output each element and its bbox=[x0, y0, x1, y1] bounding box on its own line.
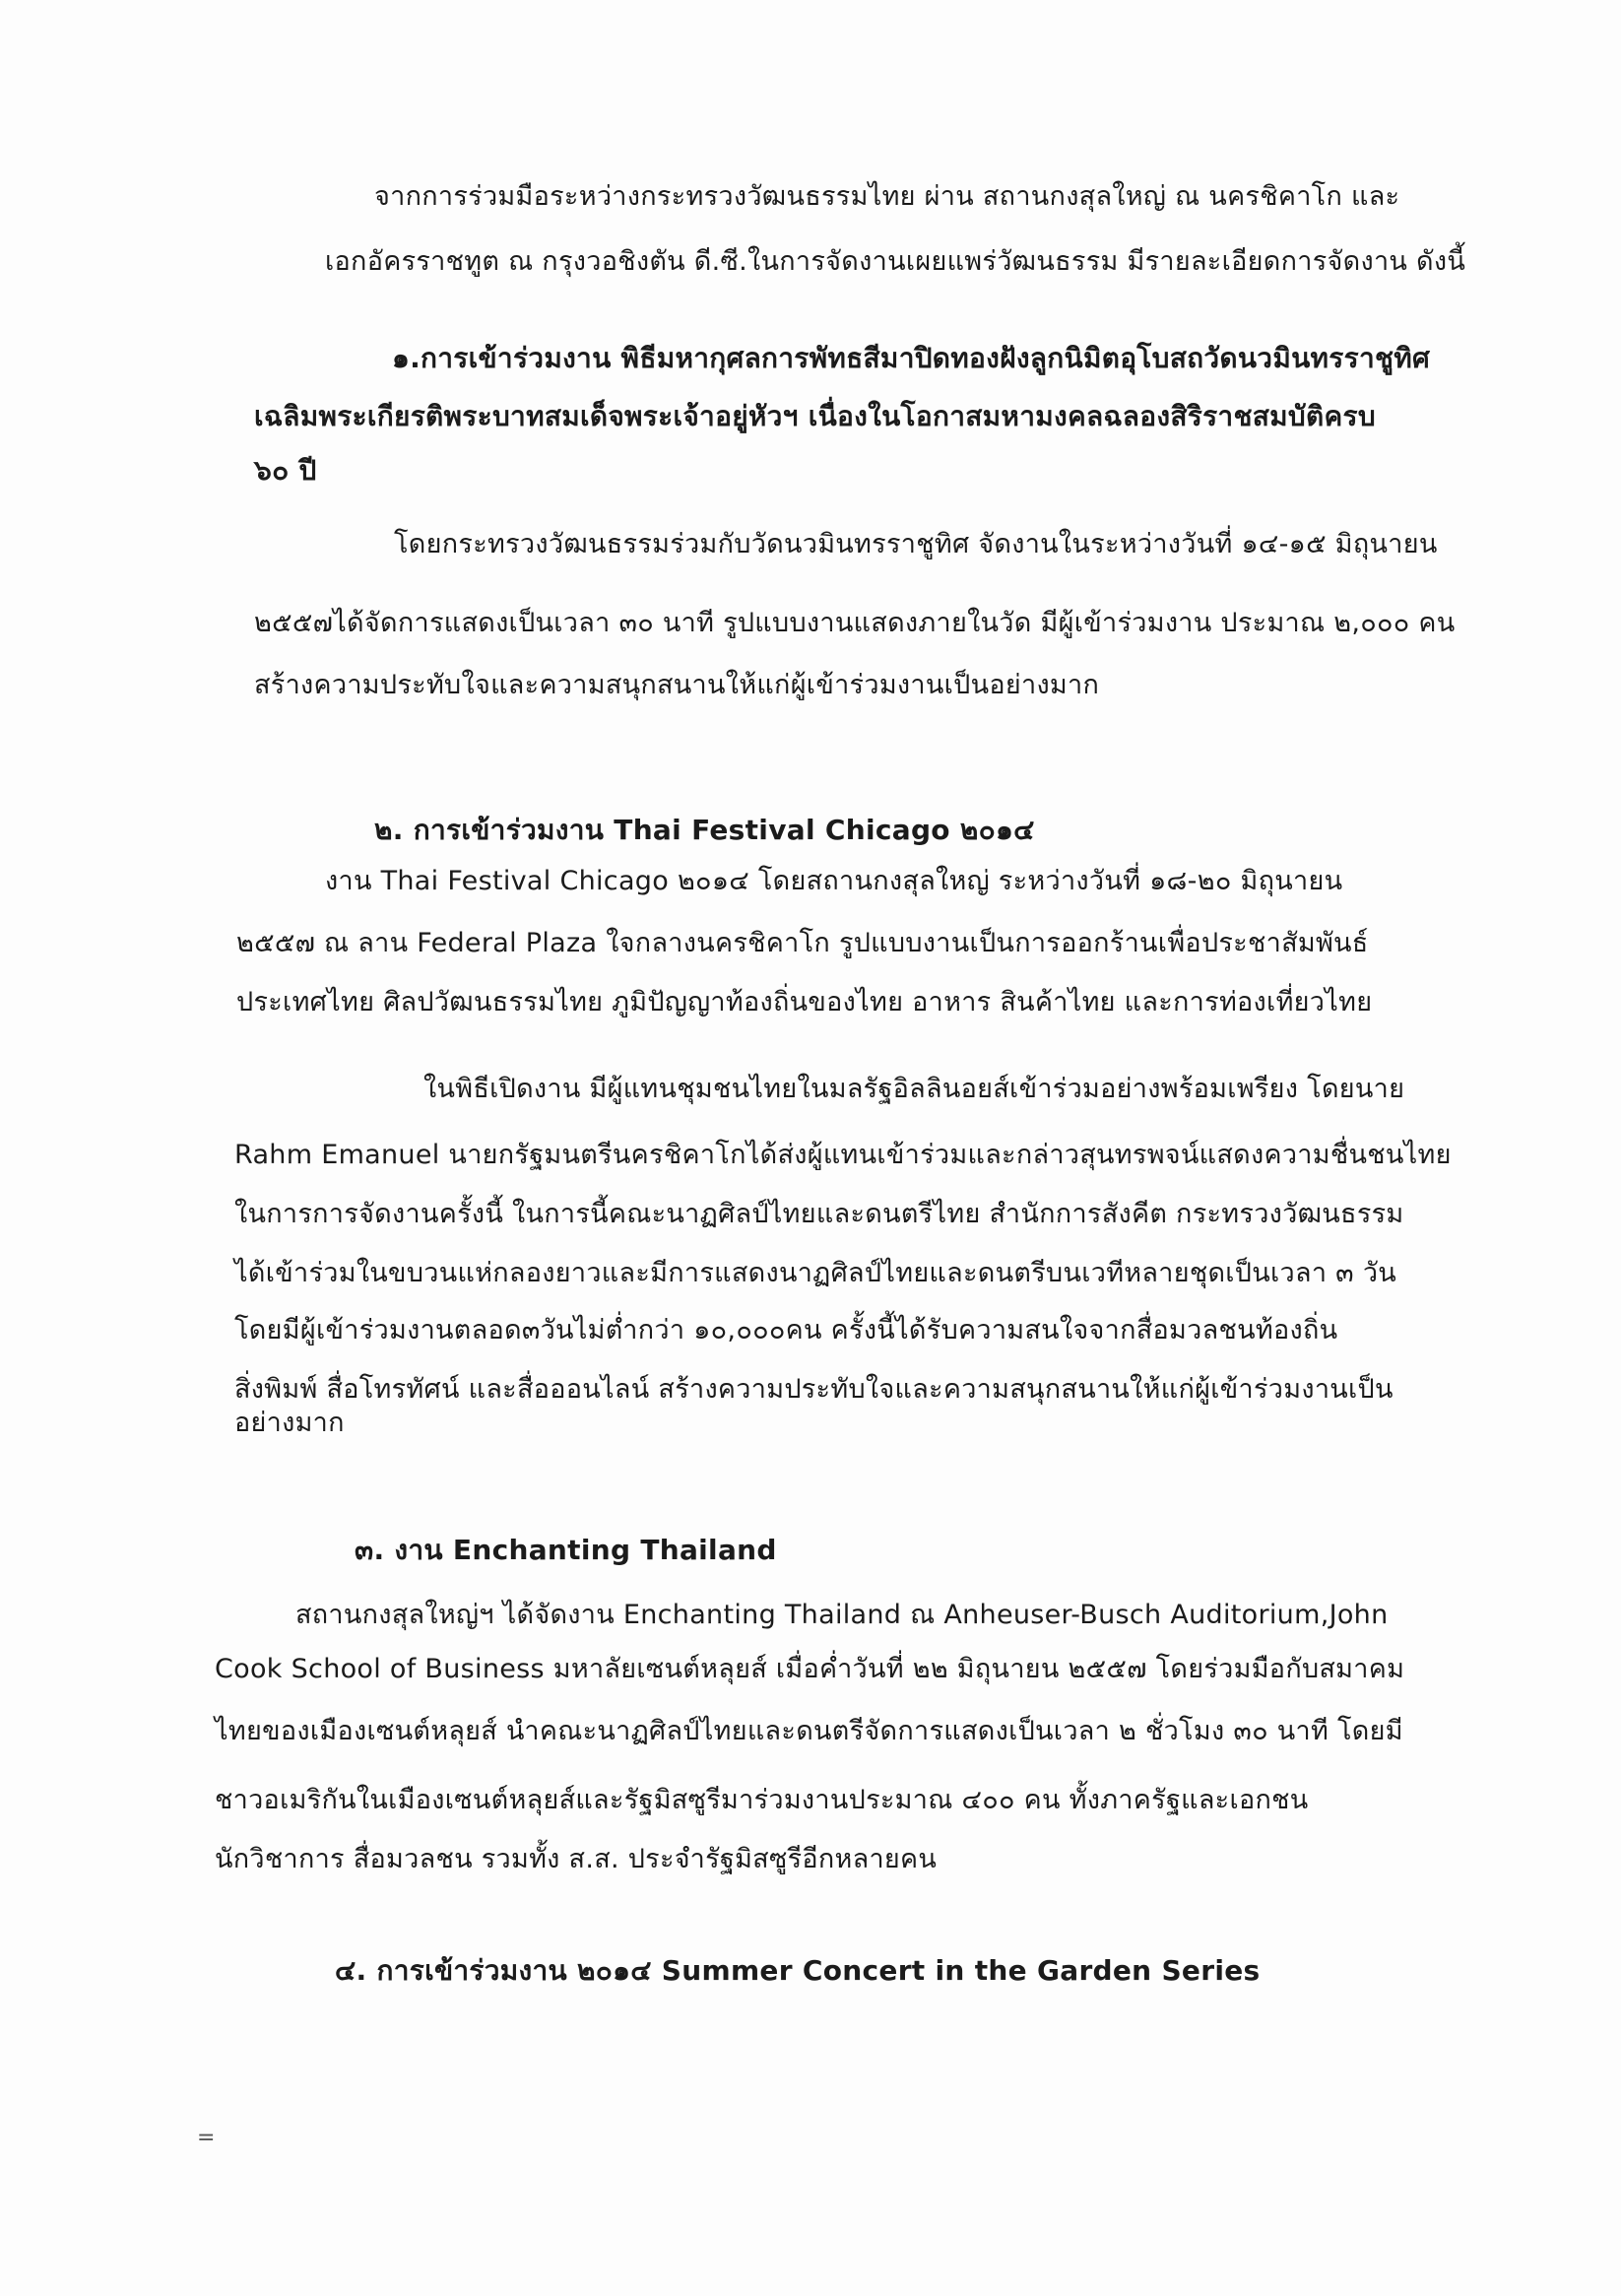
section1-heading-line-2: เฉลิมพระเกียรติพระบาทสมเด็จพระเจ้าอยู่หัวฯ เนื่องในโอกาสมหามงคลฉลองสิริราชสมบัติครบ bbox=[254, 400, 1376, 432]
section2-body-line-10: อย่างมาก bbox=[234, 1408, 345, 1438]
section3-body-line-4: ชาวอเมริกันในเมืองเซนต์หลุยส์และรัฐมิสซูรีมาร่วมงานประมาณ ๔๐๐ คน ทั้งภาครัฐและเอกชน bbox=[215, 1785, 1309, 1815]
section2-body-line-4: ในพิธีเปิดงาน มีผู้แทนชุมชนไทยในมลรัฐอิลลินอยส์เข้าร่วมอย่างพร้อมเพรียง โดยนาย bbox=[423, 1074, 1405, 1104]
section1-heading-line-3: ๖๐ ปี bbox=[254, 454, 317, 487]
section2-body-line-7: ได้เข้าร่วมในขบวนแห่กลองยาวและมีการแสดงนาฏศิลป์ไทยและดนตรีบนเวทีหลายชุดเป็นเวลา ๓ วัน bbox=[234, 1258, 1397, 1288]
section2-body-line-2: ๒๕๕๗ ณ ลาน Federal Plaza ใจกลางนครชิคาโก รูปแบบงานเป็นการออกร้านเพื่อประชาสัมพันธ์ bbox=[236, 928, 1369, 958]
section2-body-line-1: งาน Thai Festival Chicago ๒๐๑๔ โดยสถานกงสุลใหญ่ ระหว่างวันที่ ๑๘-๒๐ มิถุนายน bbox=[325, 866, 1343, 896]
section2-body-line-8: โดยมีผู้เข้าร่วมงานตลอด๓วันไม่ต่ำกว่า ๑๐,๐๐๐คน ครั้งนี้ได้รับความสนใจจากสื่อมวลชนท้องถิ่น bbox=[234, 1315, 1338, 1345]
section2-body-line-5: Rahm Emanuel นายกรัฐมนตรีนครชิคาโกได้ส่งผู้แทนเข้าร่วมและกล่าวสุนทรพจน์แสดงความชื่นชนไทย bbox=[234, 1140, 1452, 1170]
section1-heading-line-1: ๑.การเข้าร่วมงาน พิธีมหากุศลการพัทธสีมาปิดทองฝังลูกนิมิตอุโบสถวัดนวมินทรราชูทิศ bbox=[392, 342, 1431, 374]
bottom-scan-mark: = bbox=[197, 2126, 216, 2150]
section2-body-line-3: ประเทศไทย ศิลปวัฒนธรรมไทย ภูมิปัญญาท้องถิ่นของไทย อาหาร สินค้าไทย และการท่องเที่ยวไทย bbox=[236, 987, 1373, 1017]
section2-body-line-9: สิ่งพิมพ์ สื่อโทรทัศน์ และสื่อออนไลน์ สร้างความประทับใจและความสนุกสนานให้แก่ผู้เข้าร่วมงานเป็น bbox=[234, 1374, 1394, 1405]
section4-heading: ๔. การเข้าร่วมงาน ๒๐๑๔ Summer Concert in the Garden Series bbox=[335, 1954, 1261, 1987]
section2-body-line-6: ในการการจัดงานครั้งนี้ ในการนี้คณะนาฏศิลป์ไทยและดนตรีไทย สำนักการสังคีต กระทรวงวัฒนธรรม bbox=[234, 1199, 1404, 1229]
intro-line-2: เอกอัครราชทูต ณ กรุงวอชิงตัน ดี.ซี.ในการจัดงานเผยแพร่วัฒนธรรม มีรายละเอียดการจัดงาน ดังนี้ bbox=[325, 246, 1466, 277]
section3-body-line-2: Cook School of Business มหาลัยเซนต์หลุยส์ เมื่อค่ำวันที่ ๒๒ มิถุนายน ๒๕๕๗ โดยร่วมมือกับสมาคม bbox=[215, 1654, 1405, 1684]
section3-heading: ๓. งาน Enchanting Thailand bbox=[355, 1534, 777, 1566]
section1-body-line-3: สร้างความประทับใจและความสนุกสนานให้แก่ผู้เข้าร่วมงานเป็นอย่างมาก bbox=[254, 670, 1100, 700]
section1-body-line-2: ๒๕๕๗ได้จัดการแสดงเป็นเวลา ๓๐ นาที รูปแบบงานแสดงภายในวัด มีผู้เข้าร่วมงาน ประมาณ ๒,๐๐๐ คน bbox=[254, 608, 1456, 638]
intro-line-1: จากการร่วมมือระหว่างกระทรวงวัฒนธรรมไทย ผ่าน สถานกงสุลใหญ่ ณ นครชิคาโก และ bbox=[374, 181, 1400, 212]
section3-body-line-1: สถานกงสุลใหญ่ฯ ได้จัดงาน Enchanting Thailand ณ Anheuser-Busch Auditorium,John bbox=[295, 1600, 1389, 1630]
section3-body-line-3: ไทยของเมืองเซนต์หลุยส์ นำคณะนาฏศิลป์ไทยและดนตรีจัดการแสดงเป็นเวลา ๒ ชั่วโมง ๓๐ นาที โดยมี bbox=[215, 1716, 1403, 1746]
section3-body-line-5: นักวิชาการ สื่อมวลชน รวมทั้ง ส.ส. ประจำรัฐมิสซูรีอีกหลายคน bbox=[215, 1844, 938, 1874]
section1-body-line-1: โดยกระทรวงวัฒนธรรมร่วมกับวัดนวมินทรราชูทิศ จัดงานในระหว่างวันที่ ๑๔-๑๕ มิถุนายน bbox=[394, 529, 1438, 559]
section2-heading: ๒. การเข้าร่วมงาน Thai Festival Chicago ๒๐๑๔ bbox=[374, 814, 1035, 846]
